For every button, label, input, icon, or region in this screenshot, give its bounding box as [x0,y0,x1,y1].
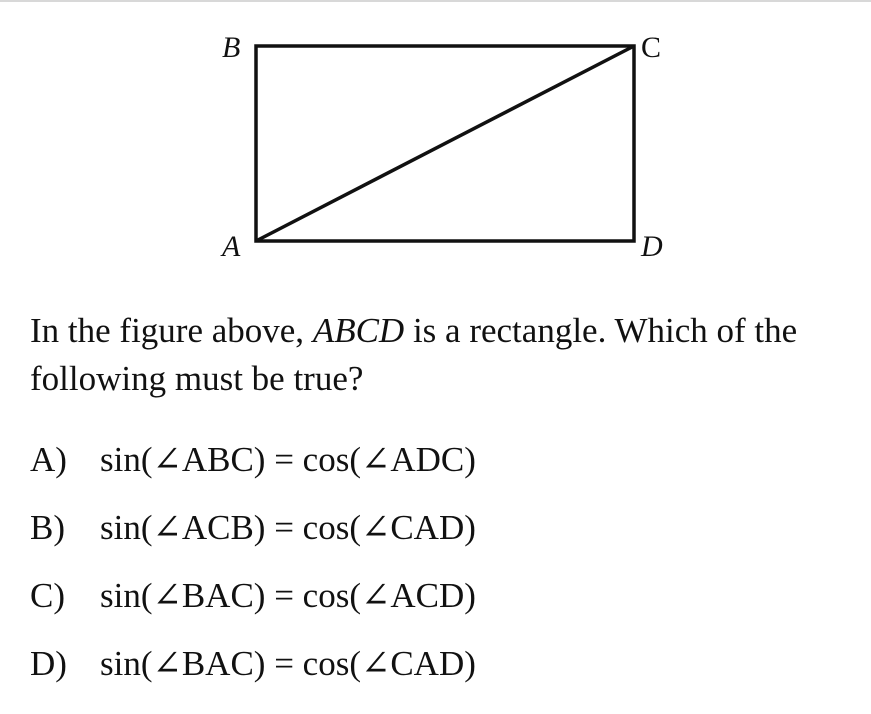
choice-b[interactable] [30,494,850,562]
question-text [30,307,860,403]
diagonal-ac [256,46,634,241]
choice-text: sin(∠ABC) = cos(∠ADC) [100,440,476,479]
choice-letter: C) [30,576,65,615]
choice-text: sin(∠BAC) = cos(∠ACD) [100,576,476,615]
choice-letter: A) [30,440,67,479]
vertex-label-b: B [222,31,241,64]
vertex-label-a: A [222,230,241,263]
question-suffix: is a rectangle. Which of the following must be true? [30,311,798,398]
choice-text: sin(∠ACB) = cos(∠CAD) [100,508,476,547]
question-prefix: In the figure above, [30,311,313,350]
choice-d[interactable] [30,630,850,698]
answer-choices [30,426,850,698]
vertex-label-d: D [641,230,663,263]
choice-c[interactable] [30,562,850,630]
choice-letter: D) [30,644,67,683]
choice-text: sin(∠BAC) = cos(∠CAD) [100,644,476,683]
rectangle-figure [0,0,871,300]
choice-a[interactable] [30,426,850,494]
vertex-label-c: C [641,31,662,64]
question-shape-name: ABCD [312,311,405,350]
choice-letter: B) [30,508,65,547]
